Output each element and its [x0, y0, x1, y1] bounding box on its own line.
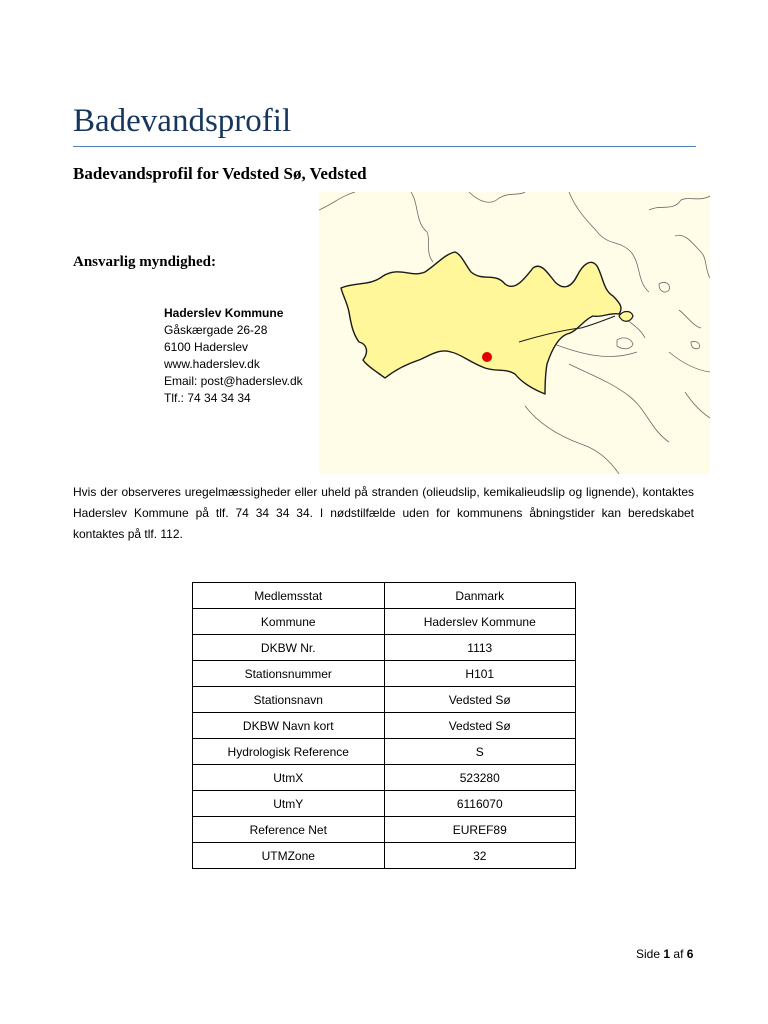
table-value: 32: [384, 843, 576, 869]
notice-paragraph: Hvis der observeres uregelmæssigheder eller uheld på stranden (olieudslip, kemikalieudslip og lignende), kontaktes Haderslev Kommune på tlf. 74 34 34 34. I nødstilfælde uden for kommunens åbningstider kan beredskabet kontaktes på tlf. 112.: [73, 485, 694, 541]
table-label: Kommune: [193, 609, 385, 635]
contact-name: Haderslev Kommune: [164, 306, 284, 320]
location-map: [319, 192, 710, 474]
table-value: 6116070: [384, 791, 576, 817]
contact-street: Gåskærgade 26-28: [164, 323, 268, 337]
table-value: Vedsted Sø: [384, 687, 576, 713]
table-value: 523280: [384, 765, 576, 791]
table-label: Reference Net: [193, 817, 385, 843]
table-row: [193, 661, 576, 687]
contact-block: [164, 305, 303, 407]
table-label: UtmX: [193, 765, 385, 791]
footer-page-word: Side: [636, 947, 661, 961]
page-title: Badevandsprofil: [73, 103, 292, 139]
station-table: [192, 582, 576, 869]
table-row: [193, 687, 576, 713]
table-label: Hydrologisk Reference: [193, 739, 385, 765]
table-label: DKBW Navn kort: [193, 713, 385, 739]
municipality-island: [619, 312, 633, 322]
table-label: UtmY: [193, 791, 385, 817]
location-marker: [482, 352, 492, 362]
table-label: DKBW Nr.: [193, 635, 385, 661]
contact-phone: Tlf.: 74 34 34 34: [164, 391, 251, 405]
footer-total-pages: 6: [686, 947, 694, 961]
table-row: [193, 635, 576, 661]
table-value: S: [384, 739, 576, 765]
table-row: [193, 583, 576, 609]
footer-of-word: af: [673, 947, 684, 961]
footer-current-page: 1: [663, 947, 671, 961]
table-value: Vedsted Sø: [384, 713, 576, 739]
table-row: [193, 765, 576, 791]
table-value: EUREF89: [384, 817, 576, 843]
table-label: UTMZone: [193, 843, 385, 869]
table-value: Danmark: [384, 583, 576, 609]
table-row: [193, 817, 576, 843]
table-value: 1113: [384, 635, 576, 661]
table-row: [193, 609, 576, 635]
contact-website[interactable]: www.haderslev.dk: [164, 357, 260, 371]
document-subtitle: Badevandsprofil for Vedsted Sø, Vedsted: [73, 164, 367, 183]
table-label: Stationsnummer: [193, 661, 385, 687]
table-row: [193, 791, 576, 817]
table-value: Haderslev Kommune: [384, 609, 576, 635]
table-row: [193, 843, 576, 869]
page-footer: [636, 947, 693, 961]
table-value: H101: [384, 661, 576, 687]
authority-heading: Ansvarlig myndighed:: [73, 254, 216, 270]
contact-email[interactable]: Email: post@haderslev.dk: [164, 374, 303, 388]
table-row: [193, 739, 576, 765]
title-divider: [73, 146, 696, 147]
table-label: Medlemsstat: [193, 583, 385, 609]
contact-city: 6100 Haderslev: [164, 340, 249, 354]
table-label: Stationsnavn: [193, 687, 385, 713]
table-row: [193, 713, 576, 739]
